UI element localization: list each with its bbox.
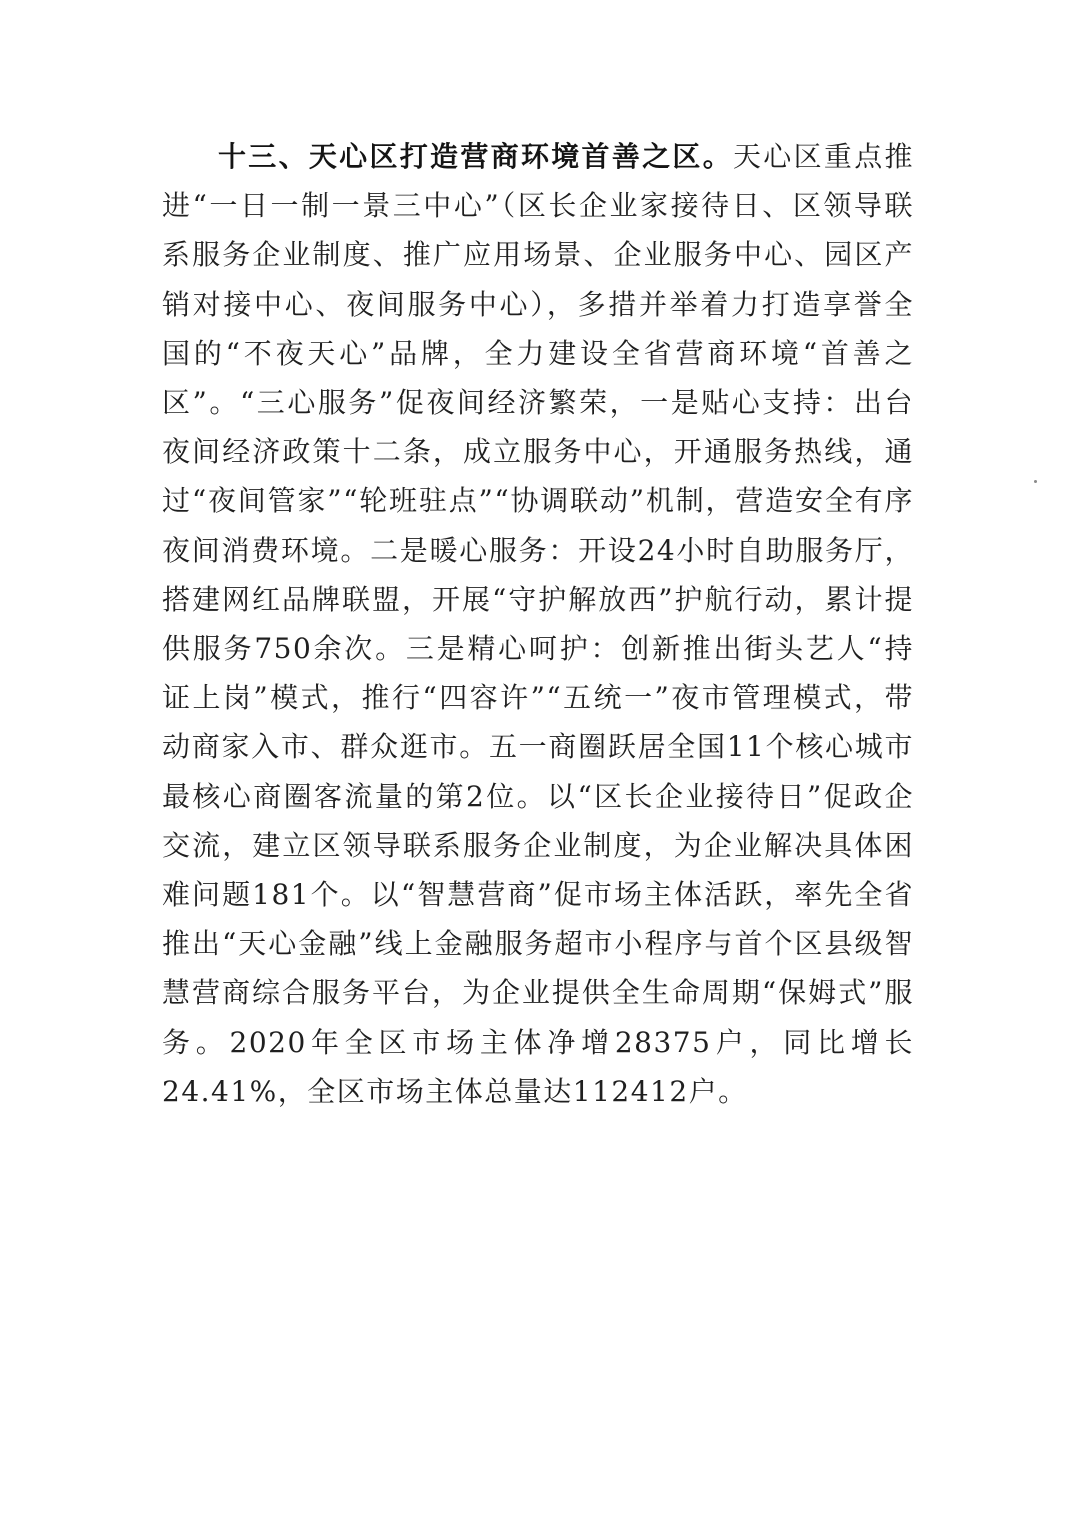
section-paragraph bbox=[162, 132, 914, 1116]
section-body-text: 天心区重点推进“一日一制一景三中心”（区长企业家接待日、区领导联系服务企业制度、推广应用场景、企业服务中心、园区产销对接中心、夜间服务中心），多措并举着力打造享誉全国的“不夜天心”品牌，全力建设全省营商环境“首善之区”。“三心服务”促夜间经济繁荣，一是贴心支持：出台夜间经济政策十二条，成立服务中心，开通服务热线，通过“夜间管家”“轮班驻点”“协调联动”机制，营造安全有序夜间消费环境。二是暖心服务：开设24小时自助服务厅，搭建网红品牌联盟，开展“守护解放西”护航行动，累计提供服务750余次。三是精心呵护：创新推出街头艺人“持证上岗”模式，推行“四容许”“五统一”夜市管理模式，带动商家入市、群众逛市。五一商圈跃居全国11个核心城市最核心商圈客流量的第2位。以“区长企业接待日”促政企交流，建立区领导联系服务企业制度，为企业解决具体困难问题181个。以“智慧营商”促市场主体活跃，率先全省推出“天心金融”线上金融服务超市小程序与首个区县级智慧营商综合服务平台，为企业提供全生命周期“保姆式”服务。2020年全区市场主体净增28375户，同比增长24.41%，全区市场主体总量达112412户。 bbox=[162, 140, 914, 1108]
section-heading: 十三、天心区打造营商环境首善之区。 bbox=[218, 140, 734, 173]
scan-speck bbox=[1034, 480, 1037, 483]
